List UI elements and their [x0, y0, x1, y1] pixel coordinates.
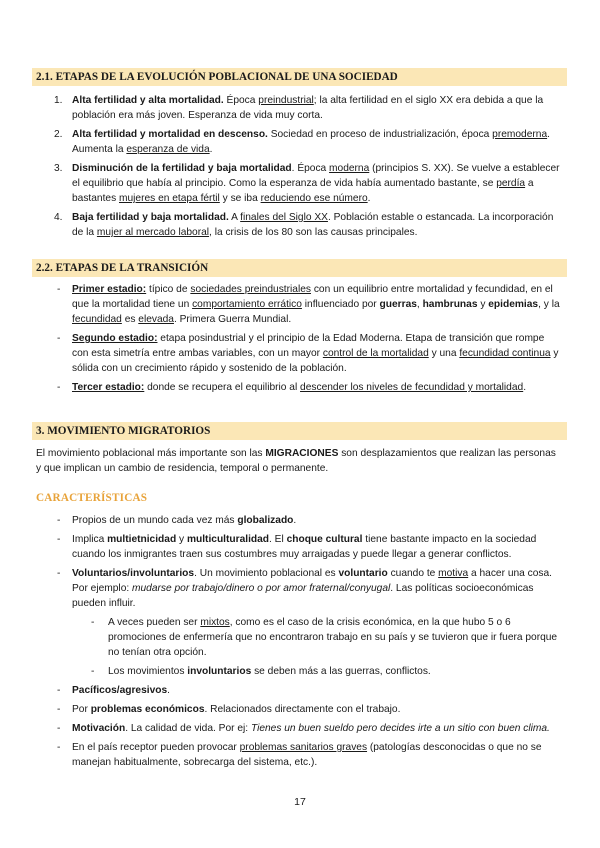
dash-bullet: - [57, 515, 61, 526]
text: típico de [146, 284, 191, 295]
text: con un equilibrio entre mortalidad y fecundidad, en el que la mortalidad tiene un [72, 284, 553, 310]
stage-label: Tercer estadio: [72, 382, 145, 393]
item-bold: Disminución de la fertilidad y baja mortalidad [72, 163, 292, 174]
underlined-text: problemas sanitarios graves [239, 742, 368, 753]
text: . Un movimiento poblacional es [194, 568, 339, 579]
list-item [36, 532, 560, 562]
text: . Época [291, 163, 330, 174]
caracteristicas-list [36, 513, 560, 774]
list-item [36, 331, 560, 376]
dash-bullet: - [57, 333, 61, 344]
section-heading-2-2: 2.2. ETAPAS DE LA TRANSICIÓN [32, 259, 567, 277]
text: influenciado por [301, 299, 380, 310]
dash-bullet: - [57, 568, 61, 579]
bold-text: Pacíficos/agresivos [72, 685, 168, 696]
caracteristicas-heading: CARACTERÍSTICAS [36, 492, 148, 504]
item-number: 1. [54, 95, 63, 106]
sub-list-item [72, 664, 560, 679]
text: A veces pueden ser [108, 617, 201, 628]
item-number: 3. [54, 163, 63, 174]
section-heading-3: 3. MOVIMIENTO MIGRATORIOS [32, 422, 567, 440]
text: . [209, 144, 213, 155]
text: es [121, 314, 139, 325]
item-bold: Baja fertilidad y baja mortalidad. [72, 212, 229, 223]
text: . La calidad de vida. Por ej: [125, 723, 251, 734]
text: Sociedad en proceso de industrialización, época [267, 129, 493, 140]
item-bold: Alta fertilidad y mortalidad en descenso. [72, 129, 268, 140]
text: y [176, 534, 187, 545]
item-number: 4. [54, 212, 63, 223]
text: . Relacionados directamente con el trabajo. [204, 704, 401, 715]
list-item [36, 721, 560, 736]
dash-bullet: - [91, 617, 95, 628]
dash-bullet: - [57, 723, 61, 734]
dash-bullet: - [57, 382, 61, 393]
text: . Aumenta la [72, 129, 550, 155]
list-item [36, 740, 560, 770]
bold-text: choque cultural [286, 534, 363, 545]
underlined-text: perdía [496, 178, 526, 189]
bold-text: hambrunas [422, 299, 478, 310]
text: . [167, 685, 170, 696]
section-2-2-list [36, 282, 560, 399]
bold-text: globalizado [237, 515, 294, 526]
text: son desplazamientos que realizan las personas y que implican un cambio de residencia, temporal o permanente. [36, 448, 556, 474]
text: , y la [538, 299, 560, 310]
text: . [293, 515, 297, 526]
bold-text: multietnicidad [107, 534, 177, 545]
underlined-text: preindustrial [258, 95, 314, 106]
section-3-paragraph [36, 446, 560, 476]
underlined-text: esperanza de vida [126, 144, 210, 155]
bold-text: multiculturalidad [186, 534, 270, 545]
text: Por [72, 704, 91, 715]
text: y [477, 299, 489, 310]
text: y se iba [219, 193, 261, 204]
list-item [36, 282, 560, 327]
text: a bastantes [72, 178, 534, 204]
dash-bullet: - [57, 534, 61, 545]
text: ; la alta fertilidad en el siglo XX era debida a que la población era más joven. Esperanza de vida muy corta. [72, 95, 544, 121]
sub-list-item [72, 615, 560, 660]
underlined-text: reduciendo ese número [260, 193, 368, 204]
list-item [36, 702, 560, 717]
text: y una [428, 348, 460, 359]
bold-text: problemas económicos [90, 704, 205, 715]
dash-bullet: - [57, 742, 61, 753]
bold-text: epidemias [488, 299, 539, 310]
text: , la crisis de los 80 son las causas principales. [209, 227, 418, 238]
bold-text: guerras [379, 299, 417, 310]
text: se deben más a las guerras, conflictos. [251, 666, 431, 677]
text: . El [269, 534, 287, 545]
list-item [36, 210, 560, 240]
bold-text: voluntario [338, 568, 388, 579]
page-number: 17 [294, 796, 306, 808]
underlined-text: sociedades preindustriales [190, 284, 311, 295]
underlined-text: mujeres en etapa fértil [119, 193, 220, 204]
underlined-text: moderna [329, 163, 370, 174]
underlined-text: finales del Siglo XX [240, 212, 328, 223]
bold-text: MIGRACIONES [265, 448, 339, 459]
item-bold: Alta fertilidad y alta mortalidad. [72, 95, 224, 106]
section-heading-2-1: 2.1. ETAPAS DE LA EVOLUCIÓN POBLACIONAL DE UNA SOCIEDAD [32, 68, 567, 86]
section-2-1-list [36, 93, 560, 244]
list-item [36, 566, 560, 679]
list-item [36, 127, 560, 157]
bold-text: Motivación [72, 723, 126, 734]
text: . [523, 382, 527, 393]
list-item [36, 93, 560, 123]
text: . Población estable o estancada. La incorporación de la [72, 212, 554, 238]
list-item [36, 161, 560, 206]
underlined-text: fecundidad [72, 314, 122, 325]
dash-bullet: - [57, 284, 61, 295]
bold-text: involuntarios [187, 666, 252, 677]
item-number: 2. [54, 129, 63, 140]
bold-text: Voluntarios/involuntarios [72, 568, 195, 579]
underlined-text: premoderna [492, 129, 548, 140]
text: . [367, 193, 371, 204]
underlined-text: comportamiento errático [192, 299, 302, 310]
text: donde se recupera el equilibrio al [144, 382, 301, 393]
text: Implica [72, 534, 108, 545]
dash-bullet: - [91, 666, 95, 677]
dash-bullet: - [57, 704, 61, 715]
text: etapa posindustrial y el principio de la Edad Moderna. Etapa de transición que rompe con esta simetría entre ambas variables, con un mayor [72, 333, 545, 359]
italic-text: mudarse por trabajo/dinero o por amor fraternal/conyugal [132, 583, 391, 594]
stage-label: Primer estadio: [72, 284, 147, 295]
text: A [228, 212, 241, 223]
text: a hacer una cosa. Por ejemplo: [72, 568, 552, 594]
text: En el país receptor pueden provocar [72, 742, 240, 753]
stage-label: Segundo estadio: [72, 333, 158, 344]
underlined-text: descender los niveles de fecundidad y mortalidad [300, 382, 524, 393]
text: Los movimientos [108, 666, 188, 677]
text: . Las políticas socioeconómicas pueden influir. [72, 583, 534, 609]
text: , [416, 299, 423, 310]
text: y sólida con un crecimiento rápido y sostenido de la población. [72, 348, 559, 374]
text: El movimiento poblacional más importante son las [36, 448, 266, 459]
underlined-text: elevada [138, 314, 174, 325]
underlined-text: motiva [438, 568, 469, 579]
text: . Primera Guerra Mundial. [173, 314, 292, 325]
text: (patologías desconocidas o que no se manejan habitualmente, sobrecarga del sistema, etc.). [72, 742, 542, 768]
text: (principios S. XX). Se vuelve a establecer el equilibrio que había al principio. Como la esperanza de vida había aumentado bastante, se [72, 163, 560, 189]
dash-bullet: - [57, 685, 61, 696]
underlined-text: mujer al mercado laboral [96, 227, 210, 238]
list-item [36, 513, 560, 528]
sub-list [72, 615, 560, 679]
underlined-text: fecundidad continua [459, 348, 551, 359]
list-item [36, 380, 560, 395]
italic-text: Tienes un buen sueldo pero decides irte a un sitio con buen clima. [250, 723, 550, 734]
text: tiene bastante impacto en la sociedad cuando los inmigrantes traen sus costumbres muy arraigadas y puede llegar a generar conflictos. [72, 534, 537, 560]
text: Propios de un mundo cada vez más [72, 515, 238, 526]
text: Época [223, 95, 259, 106]
text: cuando te [387, 568, 439, 579]
underlined-text: control de la mortalidad [322, 348, 429, 359]
list-item [36, 683, 560, 698]
text: , como es el caso de la crisis económica, en la que hubo 5 o 6 promociones de enfermería que no encontraron trabajo en su país y se tuvieron que ir fuera porque no tenían otra opción. [108, 617, 558, 658]
underlined-text: mixtos [200, 617, 230, 628]
